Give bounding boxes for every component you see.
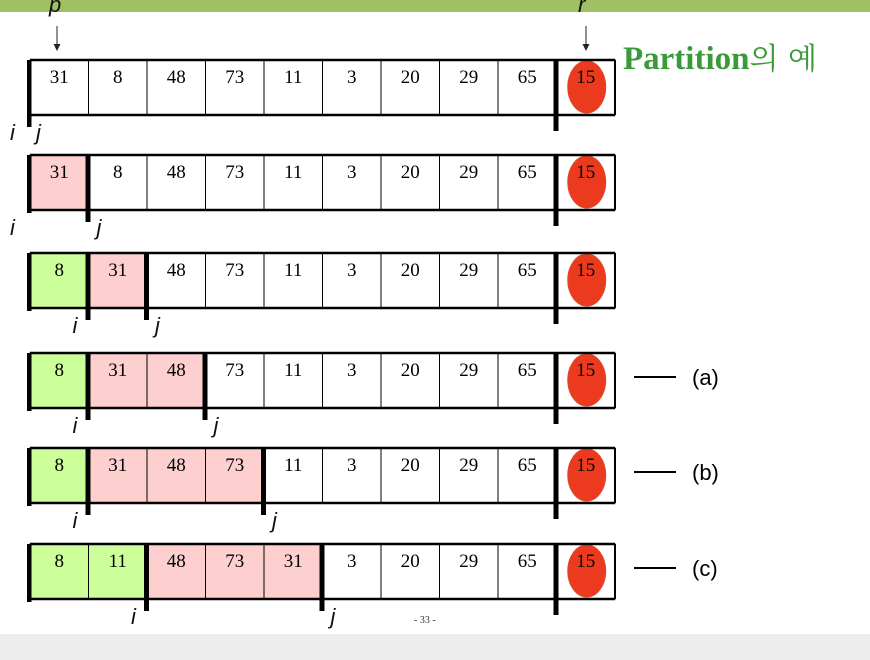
left-boundary-bar [27, 353, 32, 411]
j-pointer-label: j [155, 313, 160, 338]
cell-value: 29 [459, 162, 479, 183]
pivot-boundary-bar [554, 353, 559, 424]
j-boundary-bar [203, 353, 208, 420]
cell-value: 3 [347, 67, 357, 88]
cell-value: 73 [225, 455, 245, 476]
cell-value: 8 [54, 551, 64, 572]
cell-value: 3 [347, 455, 357, 476]
cell-value: 65 [517, 67, 537, 88]
i-boundary-bar [86, 353, 91, 420]
row-label: (a) [692, 365, 719, 390]
cell-value: 31 [49, 67, 69, 88]
page-number: - 33 - [414, 615, 436, 626]
pivot-boundary-bar [554, 448, 559, 519]
j-boundary-bar [86, 155, 91, 222]
cell-value: 20 [400, 551, 420, 572]
cell-value: 31 [283, 551, 303, 572]
cell-value: 8 [113, 162, 123, 183]
cell-value: 48 [166, 551, 186, 572]
left-boundary-bar [27, 253, 32, 311]
cell-value: 29 [459, 67, 479, 88]
left-boundary-bar [27, 544, 32, 602]
i-boundary-bar [86, 253, 91, 320]
j-boundary-bar [144, 253, 149, 320]
j-pointer-label: j [213, 413, 219, 438]
cell-value: 48 [166, 162, 186, 183]
cell-value: 15 [576, 162, 596, 183]
cell-value: 15 [576, 455, 596, 476]
pointer-r-arrow [583, 26, 590, 51]
j-boundary-bar [261, 448, 266, 515]
j-pointer-label: j [96, 215, 102, 240]
j-boundary-bar [27, 60, 32, 127]
cell-value: 48 [166, 260, 186, 281]
cell-value: 20 [400, 260, 420, 281]
cell-value: 73 [225, 260, 245, 281]
row-label: (b) [692, 460, 719, 485]
cell-value: 3 [347, 260, 357, 281]
i-pointer-label: i [10, 215, 15, 240]
i-pointer-label: i [10, 120, 15, 145]
i-pointer-label: i [72, 413, 78, 438]
cell-value: 8 [54, 455, 64, 476]
title-main: Partition [623, 41, 750, 77]
cell-value: 48 [166, 360, 186, 381]
row-label: (c) [692, 556, 718, 581]
array-row-4 [27, 353, 719, 424]
cell-value: 31 [108, 260, 128, 281]
array-row-3 [27, 253, 615, 324]
cell-value: 65 [517, 260, 537, 281]
cell-value: 20 [400, 162, 420, 183]
cell-value: 3 [347, 162, 357, 183]
cell-value: 29 [459, 360, 479, 381]
cell-value: 31 [108, 455, 128, 476]
cell-value: 8 [54, 260, 64, 281]
cell-value: 65 [517, 162, 537, 183]
cell-value: 31 [108, 360, 128, 381]
cell-value: 20 [400, 360, 420, 381]
pivot-boundary-bar [554, 60, 559, 131]
i-pointer-label: i [72, 508, 78, 533]
pivot-boundary-bar [554, 544, 559, 615]
cell-value: 15 [576, 67, 596, 88]
cell-value: 8 [113, 67, 123, 88]
j-pointer-label: j [272, 508, 277, 533]
cell-value: 65 [517, 551, 537, 572]
cell-value: 11 [284, 360, 303, 381]
left-boundary-bar [27, 155, 32, 213]
i-pointer-label: i [131, 604, 136, 629]
cell-value: 29 [459, 260, 479, 281]
cell-value: 48 [166, 455, 186, 476]
cell-value: 11 [284, 455, 303, 476]
j-pointer-label: j [36, 120, 41, 145]
pointer-p-label: p [49, 0, 62, 17]
title-suffix: 의 예 [749, 42, 817, 77]
left-boundary-bar [27, 448, 32, 506]
cell-value: 73 [225, 551, 245, 572]
i-boundary-bar [144, 544, 149, 611]
cell-value: 11 [284, 260, 303, 281]
pointer-arrows [54, 26, 590, 51]
cell-value: 20 [400, 455, 420, 476]
cell-value: 65 [517, 455, 537, 476]
cell-value: 3 [347, 360, 357, 381]
cell-value: 15 [576, 260, 596, 281]
cell-value: 3 [347, 551, 357, 572]
cell-value: 11 [284, 67, 303, 88]
cell-value: 20 [400, 67, 420, 88]
cell-value: 31 [49, 162, 69, 183]
cell-value: 29 [459, 455, 479, 476]
pivot-boundary-bar [554, 155, 559, 226]
j-boundary-bar [320, 544, 325, 611]
array-rows [27, 60, 719, 615]
i-boundary-bar [86, 448, 91, 515]
pointer-p-arrow [54, 26, 61, 51]
cell-value: 73 [225, 360, 245, 381]
cell-value: 29 [459, 551, 479, 572]
array-row-2 [27, 155, 615, 226]
cell-value: 73 [225, 162, 245, 183]
i-pointer-label: i [72, 313, 78, 338]
cell-value: 73 [225, 67, 245, 88]
j-pointer-label: j [330, 604, 336, 629]
cell-value: 65 [517, 360, 537, 381]
cell-value: 15 [576, 551, 596, 572]
pivot-boundary-bar [554, 253, 559, 324]
cell-value: 11 [284, 162, 303, 183]
cell-value: 8 [54, 360, 64, 381]
array-row-5 [27, 448, 719, 519]
cell-value: 48 [166, 67, 186, 88]
array-row-1 [27, 60, 615, 131]
cell-value: 11 [108, 551, 127, 572]
cell-value: 15 [576, 360, 596, 381]
pointer-r-label: r [578, 0, 586, 17]
